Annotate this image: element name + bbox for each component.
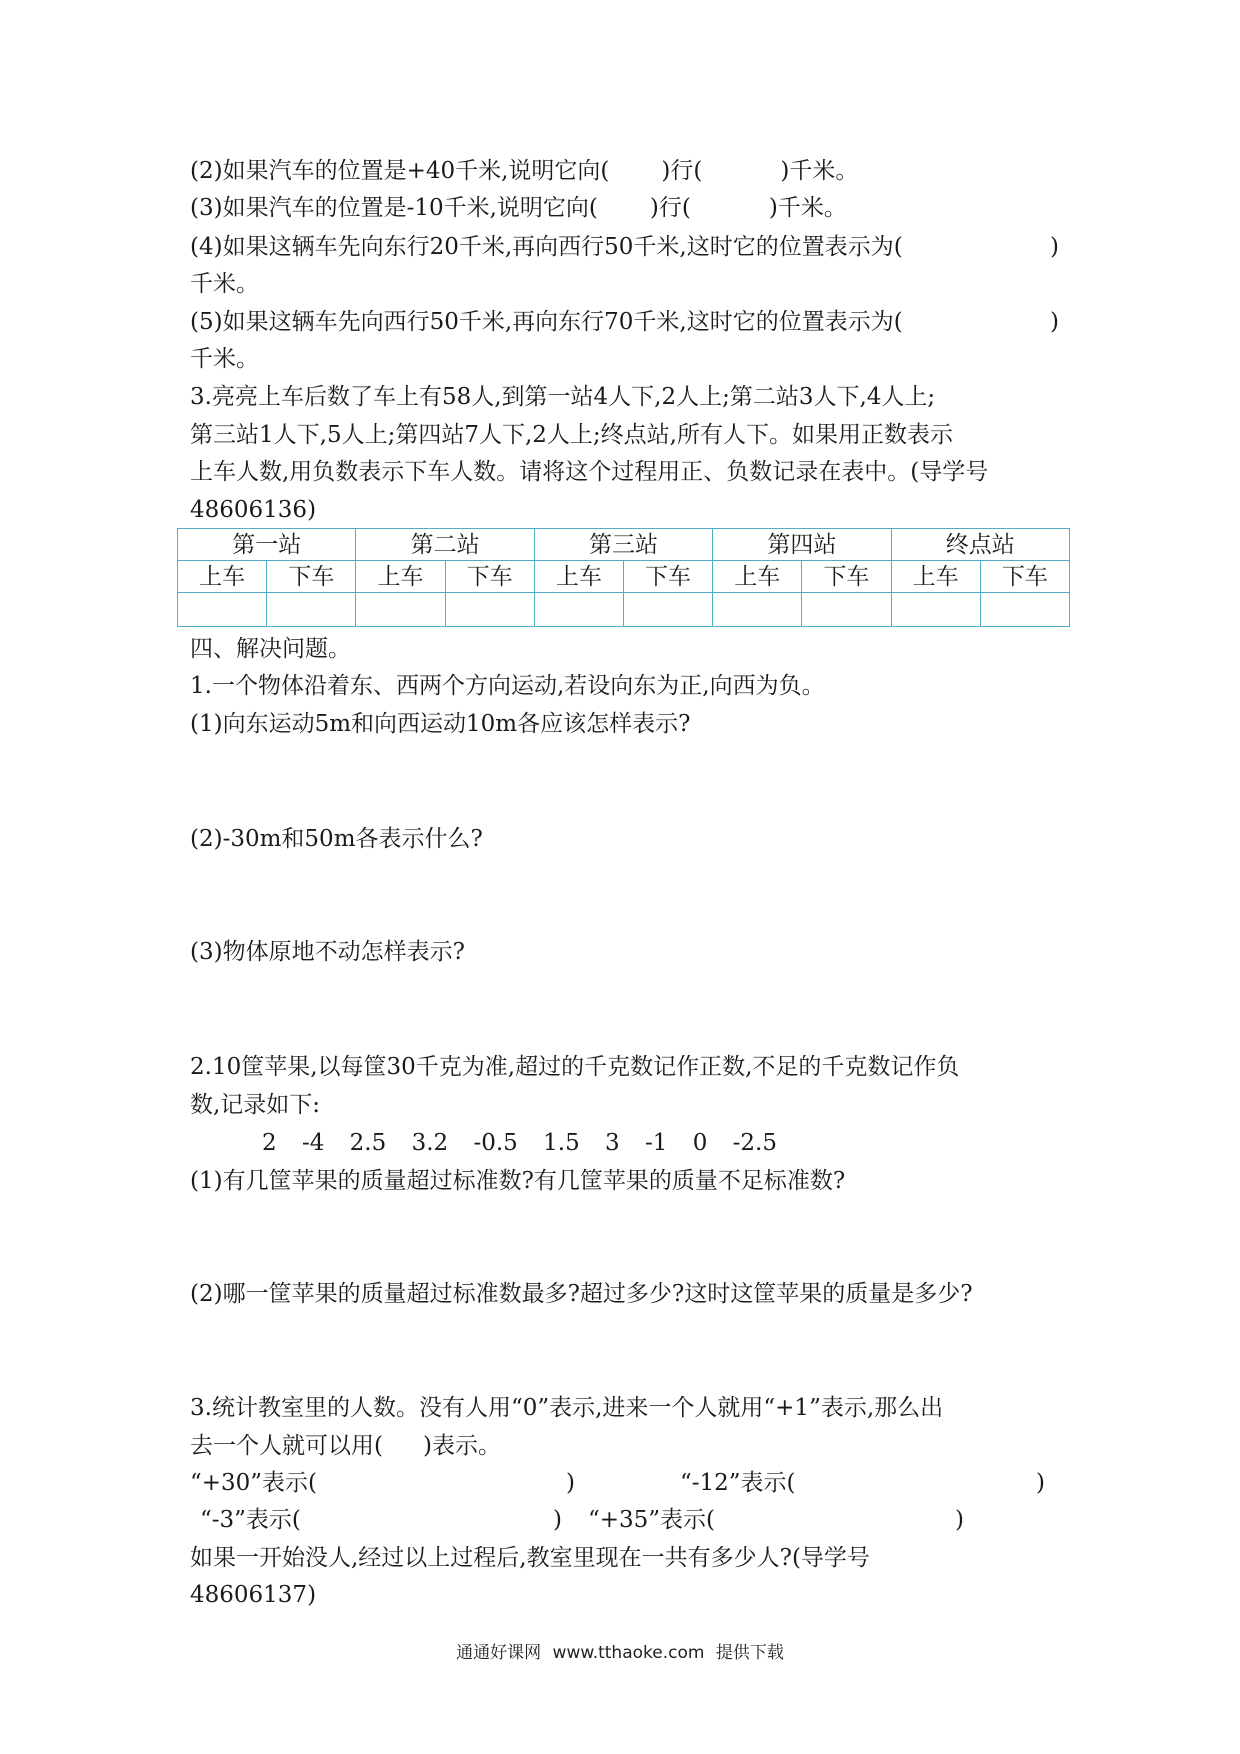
p4-q1-3: (3)物体原地不动怎样表示? — [190, 939, 465, 965]
p4-q3-b: “-12”表示( — [680, 1470, 796, 1496]
p4-q2-1: (1)有几筐苹果的质量超过标准数?有几筐苹果的质量不足标准数? — [190, 1168, 846, 1194]
answer-cell[interactable] — [534, 593, 623, 627]
q2-item-5-close: ) — [1050, 309, 1059, 335]
p4-q1-2: (2)-30m和50m各表示什么? — [190, 826, 483, 852]
off-label: 下车 — [802, 561, 891, 593]
answer-cell[interactable] — [267, 593, 356, 627]
record-value: -4 — [301, 1130, 325, 1156]
station-header: 第二站 — [356, 529, 534, 561]
station-header: 第三站 — [534, 529, 712, 561]
table-subheader-row — [178, 561, 1070, 593]
off-label: 下车 — [445, 561, 534, 593]
q3-line-4: 48606136) — [190, 497, 317, 523]
answer-cell[interactable] — [802, 593, 891, 627]
on-label: 上车 — [356, 561, 445, 593]
p4-q3-c-close: ) — [553, 1507, 562, 1533]
off-label: 下车 — [623, 561, 712, 593]
p4-q2-2: (2)哪一筐苹果的质量超过标准数最多?超过多少?这时这筐苹果的质量是多少? — [190, 1281, 973, 1307]
p4-q1-1: (1)向东运动5m和向西运动10m各应该怎样表示? — [190, 711, 691, 737]
p4-q1-intro: 1.一个物体沿着东、西两个方向运动,若设向东为正,向西为负。 — [190, 673, 825, 699]
q2-item-5-line2: 千米。 — [190, 346, 259, 372]
q2-item-4-line2: 千米。 — [190, 271, 259, 297]
answer-cell[interactable] — [356, 593, 445, 627]
record-value: -1 — [644, 1130, 668, 1156]
answer-cell[interactable] — [445, 593, 534, 627]
q3-line-2: 第三站1人下,5人上;第四站7人下,2人上;终点站,所有人下。如果用正数表示 — [190, 422, 953, 448]
station-header: 第四站 — [713, 529, 891, 561]
p4-q3-a-close: ) — [566, 1470, 575, 1496]
page-footer — [0, 1638, 1240, 1663]
p4-q3-b-close: ) — [1036, 1470, 1045, 1496]
answer-cell[interactable] — [980, 593, 1069, 627]
record-value: 1.5 — [543, 1130, 580, 1156]
record-value: 3.2 — [411, 1130, 449, 1156]
table-answer-row — [178, 593, 1070, 627]
on-label: 上车 — [534, 561, 623, 593]
on-label: 上车 — [178, 561, 267, 593]
q3-line-3: 上车人数,用负数表示下车人数。请将这个过程用正、负数记录在表中。(导学号 — [190, 459, 989, 485]
footer-site-name: 通通好课网 — [456, 1643, 542, 1663]
station-header: 终点站 — [891, 529, 1070, 561]
p4-q2-line2: 数,记录如下: — [190, 1092, 321, 1118]
p4-q3-c: “-3”表示( — [200, 1507, 301, 1533]
p4-q3-line2: 去一个人就可以用( )表示。 — [190, 1433, 501, 1459]
p4-q3-line1: 3.统计教室里的人数。没有人用“0”表示,进来一个人就用“+1”表示,那么出 — [190, 1395, 944, 1421]
on-label: 上车 — [713, 561, 802, 593]
table-header-row — [178, 529, 1070, 561]
station-header: 第一站 — [178, 529, 356, 561]
off-label: 下车 — [267, 561, 356, 593]
bus-record-table — [177, 528, 1070, 627]
q2-item-4-line1: (4)如果这辆车先向东行20千米,再向西行50千米,这时它的位置表示为( — [190, 234, 903, 260]
p4-q3-line6: 48606137) — [190, 1582, 317, 1608]
record-value: -0.5 — [473, 1130, 518, 1156]
record-value: 2 — [262, 1130, 277, 1156]
answer-cell[interactable] — [713, 593, 802, 627]
q2-item-2: (2)如果汽车的位置是+40千米,说明它向( )行( )千米。 — [190, 158, 859, 184]
answer-cell[interactable] — [178, 593, 267, 627]
p4-q2-line1: 2.10筐苹果,以每筐30千克为准,超过的千克数记作正数,不足的千克数记作负 — [190, 1054, 960, 1080]
record-value: -2.5 — [732, 1130, 777, 1156]
footer-suffix: 提供下载 — [715, 1643, 784, 1663]
q2-item-4-close: ) — [1050, 234, 1059, 260]
record-value: 2.5 — [349, 1130, 387, 1156]
q3-line-1: 3.亮亮上车后数了车上有58人,到第一站4人下,2人上;第二站3人下,4人上; — [190, 384, 936, 410]
p4-q3-a: “+30”表示( — [190, 1470, 318, 1496]
apple-records — [262, 1128, 795, 1158]
record-value: 3 — [605, 1130, 620, 1156]
part4-heading: 四、解决问题。 — [190, 636, 351, 662]
answer-cell[interactable] — [623, 593, 712, 627]
q2-item-5-line1: (5)如果这辆车先向西行50千米,再向东行70千米,这时它的位置表示为( — [190, 309, 903, 335]
p4-q3-d: “+35”表示( — [588, 1507, 716, 1533]
p4-q3-line5: 如果一开始没人,经过以上过程后,教室里现在一共有多少人?(导学号 — [190, 1545, 870, 1571]
q2-item-3: (3)如果汽车的位置是-10千米,说明它向( )行( )千米。 — [190, 195, 847, 221]
answer-cell[interactable] — [891, 593, 980, 627]
p4-q3-d-close: ) — [955, 1507, 964, 1533]
off-label: 下车 — [980, 561, 1069, 593]
footer-url[interactable]: www.tthaoke.com — [552, 1643, 705, 1663]
on-label: 上车 — [891, 561, 980, 593]
record-value: 0 — [692, 1130, 708, 1156]
